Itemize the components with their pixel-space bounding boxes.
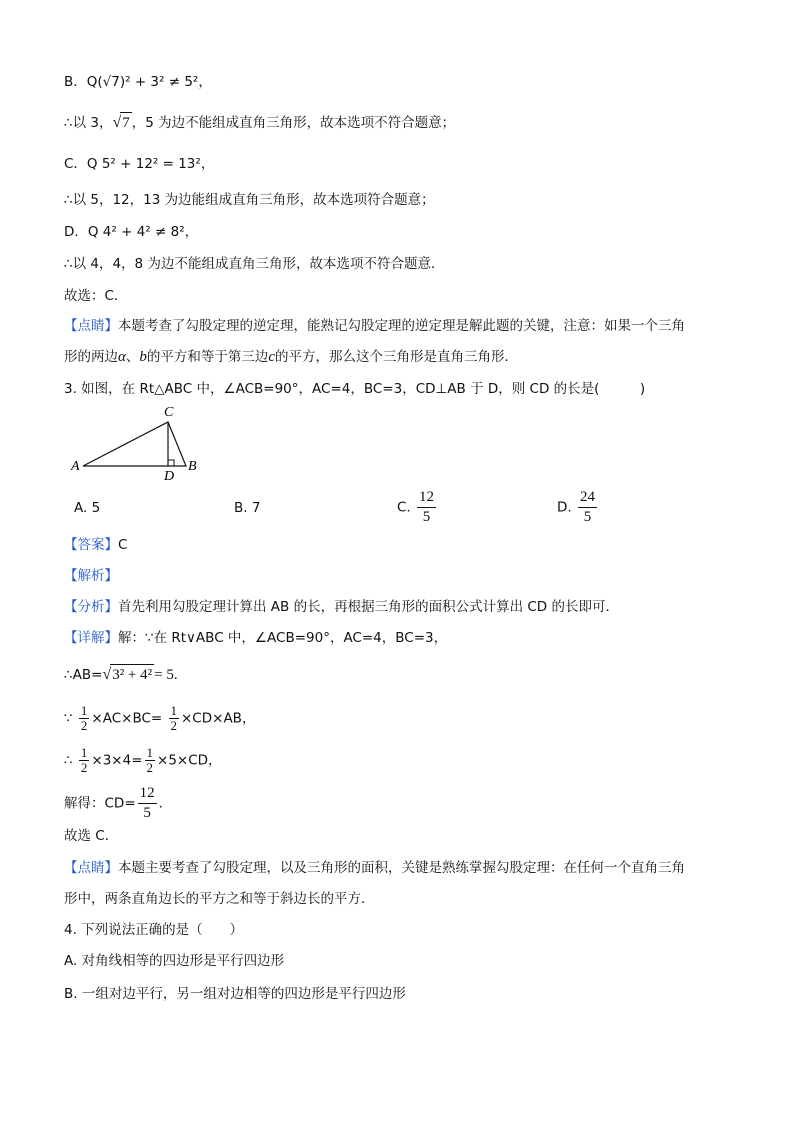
step-result: 解得：CD= $\frac{12}{5}$ . <box>64 785 163 821</box>
detail-line: 【详解】解：∵在 Rt∨ABC 中，∠ACB=90°，AC=4，BC=3， <box>64 630 448 646</box>
analysis-heading: 【解析】 <box>64 568 118 584</box>
question-4: 4. 下列说法正确的是（ ） <box>64 922 244 938</box>
step-area-equation: ∵ $\frac{1}{2}$ ×AC×BC= $\frac{1}{2}$ ×CD×AB， <box>64 703 256 733</box>
line-c-conclusion: ∴以 5，12，13 为边能组成直角三角形，故本选项符合题意； <box>64 192 435 208</box>
option-b: B. 7 <box>234 500 261 516</box>
option-d: D. $\frac{24}{5}$ <box>557 489 595 525</box>
note-1-cont: 形的两边α、b的平方和等于第三边c的平方，那么这个三角形是直角三角形． <box>64 349 519 365</box>
step-ab: ∴AB=√3² + 4² = 5. <box>64 666 178 683</box>
choice-line: 故选 C． <box>64 828 119 844</box>
q4-option-b: B. 一组对边平行，另一组对边相等的四边形是平行四边形 <box>64 986 406 1002</box>
label-b: B <box>188 459 197 474</box>
line-c-check: C．Q 5² + 12² = 13²， <box>64 156 215 172</box>
note-1: 【点睛】本题考查了勾股定理的逆定理，能熟记勾股定理的逆定理是解此题的关键，注意：如果一个三角 <box>64 318 685 334</box>
line-d-check: D．Q 4² + 4² ≠ 8²， <box>64 224 199 240</box>
line-b-conclusion: ∴以 3，√7 ，5 为边不能组成直角三角形，故本选项不符合题意； <box>64 114 456 131</box>
step-substitute: ∴ $\frac{1}{2}$ ×3×4= $\frac{1}{2}$ ×5×CD， <box>64 745 222 775</box>
option-c: C. $\frac{12}{5}$ <box>397 489 435 525</box>
label-c: C <box>164 405 174 420</box>
line-d-conclusion: ∴以 4，4，8 为边不能组成直角三角形，故本选项不符合题意． <box>64 256 445 272</box>
line-b-check: B．Q(√7)² + 3² ≠ 5²， <box>64 74 212 90</box>
triangle-figure <box>66 402 216 482</box>
q4-option-a: A. 对角线相等的四边形是平行四边形 <box>64 953 285 969</box>
answer-line: 【答案】C <box>64 537 128 553</box>
question-3: 3. 如图，在 Rt△ABC 中，∠ACB=90°，AC=4，BC=3，CD⊥AB 于 D，则 CD 的长是( ) <box>64 381 646 397</box>
right-angle-mark <box>168 460 174 466</box>
line-choice: 故选：C． <box>64 288 128 304</box>
label-d: D <box>164 469 175 482</box>
label-a: A <box>71 459 80 474</box>
note-3-cont: 形中，两条直角边长的平方之和等于斜边长的平方． <box>64 891 375 907</box>
analysis-line: 【分析】首先利用勾股定理计算出 AB 的长，再根据三角形的面积公式计算出 CD 的长即可． <box>64 599 619 615</box>
option-a: A. 5 <box>74 500 101 516</box>
note-3: 【点睛】本题主要考查了勾股定理，以及三角形的面积，关键是熟练掌握勾股定理：在任何一个直角三角 <box>64 860 685 876</box>
triangle-abc <box>83 422 186 466</box>
